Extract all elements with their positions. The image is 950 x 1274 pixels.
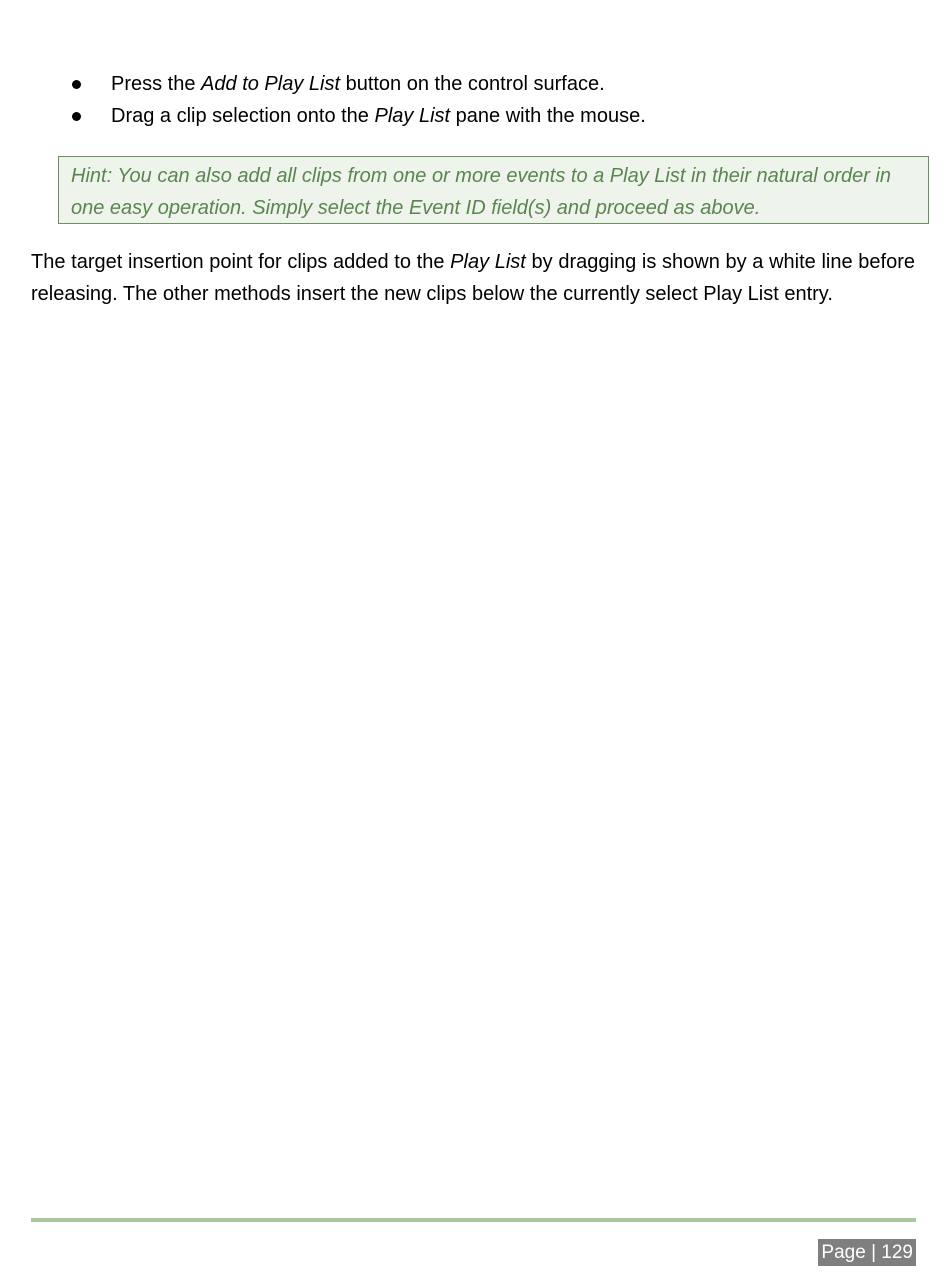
bullet-icon bbox=[72, 112, 81, 121]
hint-text: Hint: You can also add all clips from one or more events to a Play List in their natural order in one easy operation. Simply select the Event ID field(s) and proceed as above. bbox=[71, 165, 892, 219]
paragraph-emphasis: Play List bbox=[450, 251, 526, 273]
paragraph-suffix: by dragging is shown by a white line before releasing. The other methods insert the new clips below the currently select Play List entry. bbox=[31, 251, 916, 305]
bullet-text-prefix: Press the bbox=[111, 73, 202, 95]
bullet-icon bbox=[72, 80, 81, 89]
bullet-item bbox=[70, 100, 910, 132]
body-paragraph bbox=[31, 246, 915, 310]
page-number-badge: Page | 129 bbox=[818, 1239, 916, 1266]
footer-divider bbox=[31, 1218, 916, 1222]
bullet-text-prefix: Drag a clip selection onto the bbox=[111, 105, 375, 127]
bullet-text-suffix: pane with the mouse. bbox=[450, 105, 646, 127]
bullet-text bbox=[111, 68, 605, 100]
bullet-text-emphasis: Add to Play List bbox=[201, 73, 341, 95]
bullet-list bbox=[70, 68, 910, 132]
bullet-text-emphasis: Play List bbox=[374, 105, 451, 127]
bullet-text bbox=[111, 100, 646, 132]
bullet-text-suffix: button on the control surface. bbox=[340, 73, 605, 95]
bullet-item bbox=[70, 68, 910, 100]
hint-box bbox=[58, 156, 929, 224]
paragraph-prefix: The target insertion point for clips added to the bbox=[31, 251, 451, 273]
